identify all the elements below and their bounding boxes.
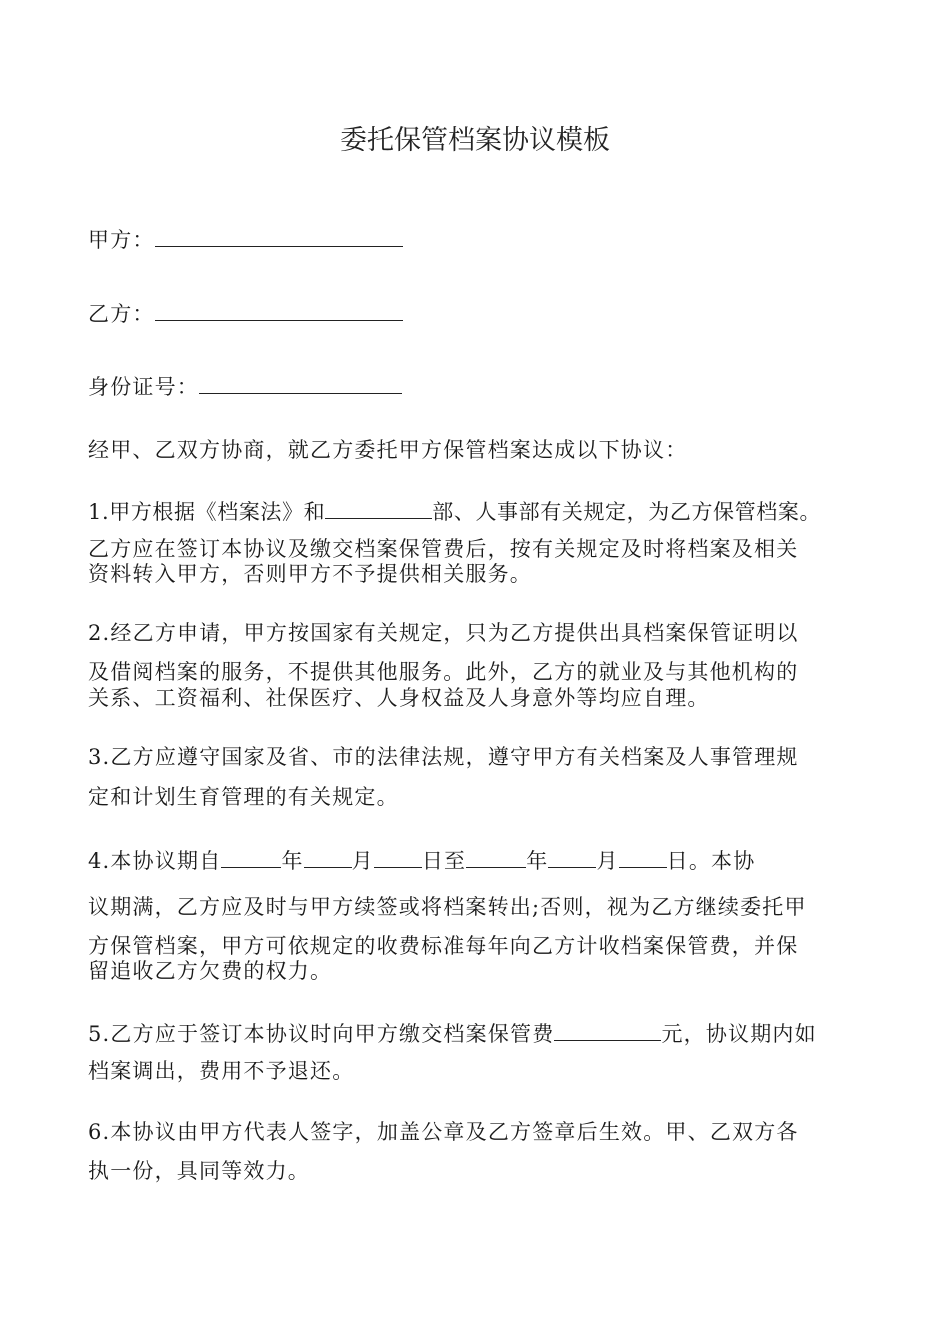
clause-1-text-b: 部、人事部有关规定，为乙方保管档案。 xyxy=(432,500,822,524)
end-year-blank xyxy=(466,845,526,868)
month-label-1: 月 xyxy=(351,849,374,873)
party-a-label: 甲方： xyxy=(88,228,155,252)
party-b-blank xyxy=(155,298,403,321)
clause-1-blank xyxy=(325,496,432,519)
party-b-label: 乙方： xyxy=(88,302,155,326)
party-a-blank xyxy=(155,224,403,247)
clause-4-line-2: 议期满，乙方应及时与甲方续签或将档案转出;否则，视为乙方继续委托甲 xyxy=(88,895,807,919)
clause-4-text-a: 4.本协议期自 xyxy=(88,849,222,873)
clause-6-line-2: 执一份，具同等效力。 xyxy=(88,1159,310,1183)
start-day-blank xyxy=(374,845,422,868)
clause-5-line-2: 档案调出，费用不予退还。 xyxy=(88,1059,355,1083)
clause-2-line-3: 关系、工资福利、社保医疗、人身权益及人身意外等均应自理。 xyxy=(88,686,710,710)
clause-4-line-4: 留追收乙方欠费的权力。 xyxy=(88,959,333,983)
clause-4-text-end: 日。本协 xyxy=(666,849,756,873)
fee-blank xyxy=(554,1018,661,1041)
clause-1-line-2: 乙方应在签订本协议及缴交档案保管费后，按有关规定及时将档案及相关 xyxy=(88,537,799,561)
clause-1-text-a: 1.甲方根据《档案法》和 xyxy=(88,500,326,524)
clause-3-line-2: 定和计划生育管理的有关规定。 xyxy=(88,785,399,809)
party-a-line xyxy=(88,224,403,253)
end-day-blank xyxy=(619,845,667,868)
end-month-blank xyxy=(548,845,596,868)
day-to-label: 日至 xyxy=(421,849,467,873)
clause-2-line-1: 2.经乙方申请，甲方按国家有关规定，只为乙方提供出具档案保管证明以 xyxy=(88,621,799,645)
party-b-line xyxy=(88,298,403,327)
clause-2-line-2: 及借阅档案的服务，不提供其他服务。此外，乙方的就业及与其他机构的 xyxy=(88,660,799,684)
clause-3-line-1: 3.乙方应遵守国家及省、市的法律法规，遵守甲方有关档案及人事管理规 xyxy=(88,745,799,769)
clause-1-line-3: 资料转入甲方，否则甲方不予提供相关服务。 xyxy=(88,562,532,586)
id-number-blank xyxy=(199,371,402,394)
start-month-blank xyxy=(304,845,352,868)
clause-1-line-1 xyxy=(88,496,821,525)
clause-4-line-1 xyxy=(88,845,755,874)
start-year-blank xyxy=(221,845,281,868)
page-title: 委托保管档案协议模板 xyxy=(340,125,610,156)
id-number-label: 身份证号： xyxy=(88,375,199,399)
clause-5-text-a: 5.乙方应于签订本协议时向甲方缴交档案保管费 xyxy=(88,1022,555,1046)
clause-4-line-3: 方保管档案，甲方可依规定的收费标准每年向乙方计收档案保管费，并保 xyxy=(88,934,799,958)
id-number-line xyxy=(88,371,402,400)
clause-5-line-1 xyxy=(88,1018,817,1047)
year-label-2: 年 xyxy=(526,849,549,873)
year-label-1: 年 xyxy=(281,849,304,873)
month-label-2: 月 xyxy=(596,849,619,873)
clause-5-text-b: 元，协议期内如 xyxy=(661,1022,817,1046)
clause-6-line-1: 6.本协议由甲方代表人签字，加盖公章及乙方签章后生效。甲、乙双方各 xyxy=(88,1120,799,1144)
intro-text: 经甲、乙双方协商，就乙方委托甲方保管档案达成以下协议： xyxy=(88,438,688,462)
